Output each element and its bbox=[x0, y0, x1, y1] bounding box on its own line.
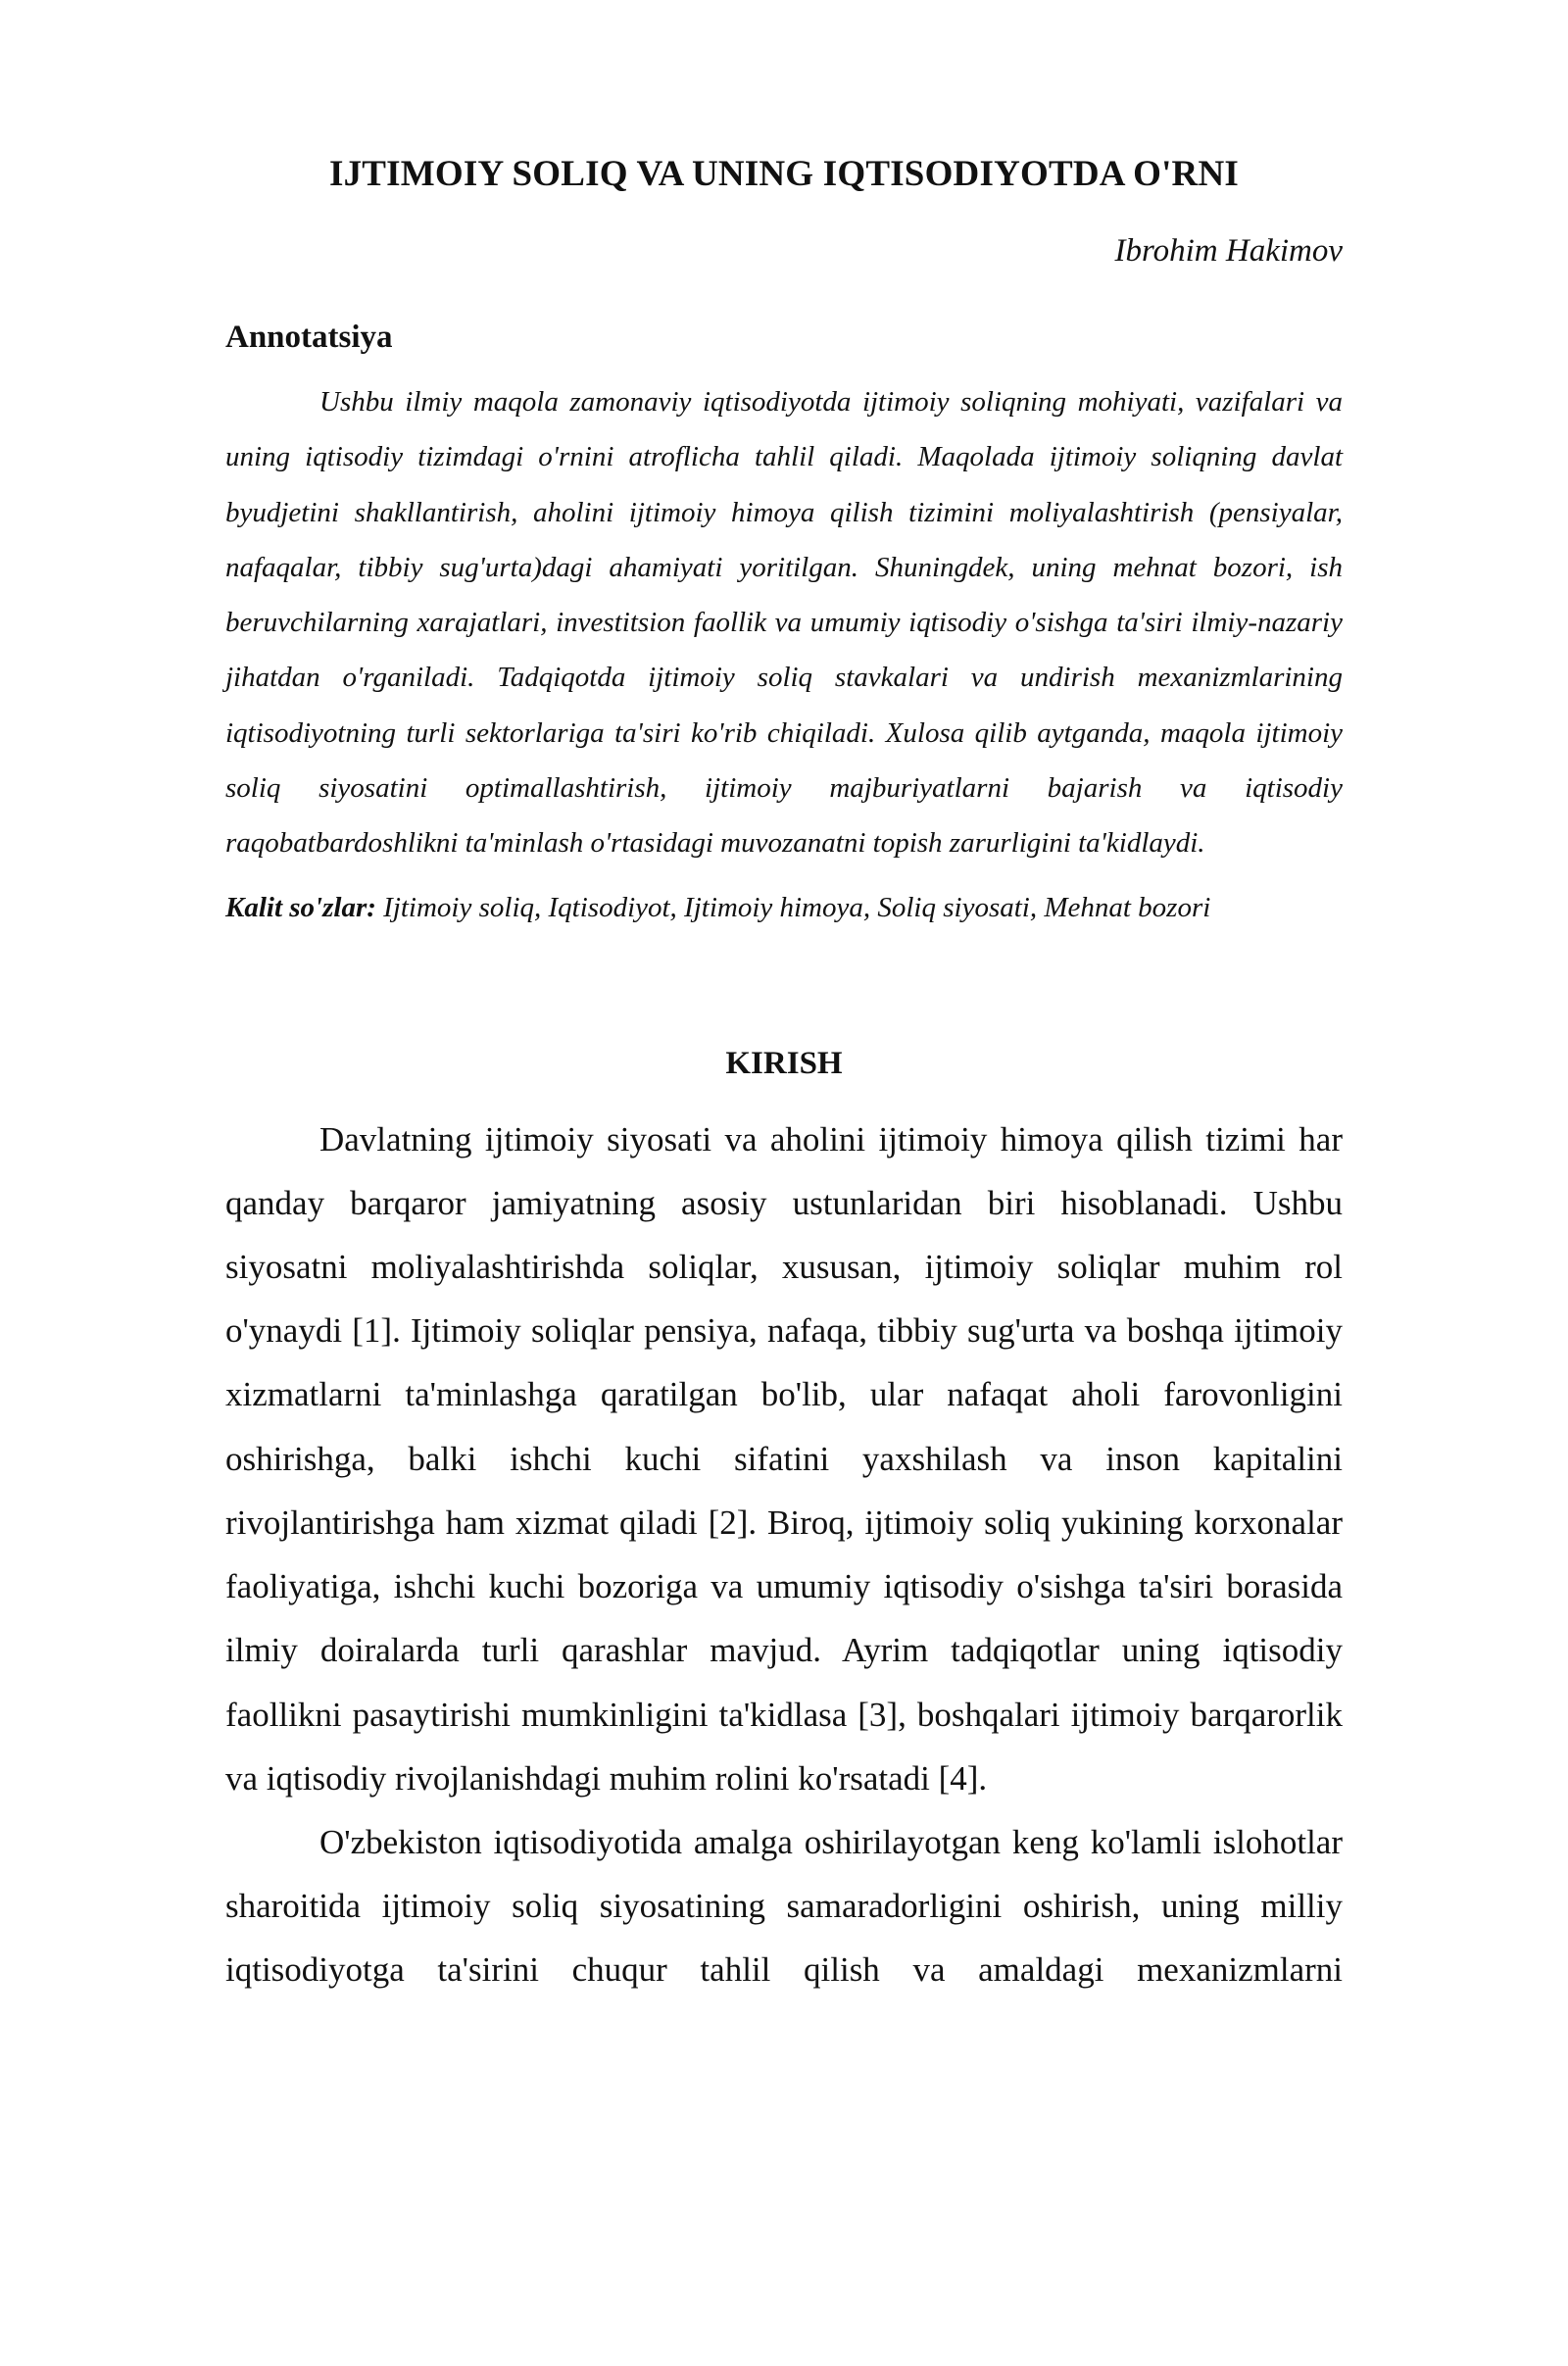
author-name: Ibrohim Hakimov bbox=[1114, 233, 1343, 269]
keywords-label: Kalit so'zlar: bbox=[225, 891, 376, 923]
abstract-text: Ushbu ilmiy maqola zamonaviy iqtisodiyotda ijtimoiy soliqning mohiyati, vazifalari va uning iqtisodiy tizimdagi o'rnini atroflicha tahlil qiladi. Maqolada ijtimoiy soliqning davlat byudjetini shakllantirish, aholini ijtimoiy himoya qilish tizimini moliyalashtirish (pensiyalar, nafaqalar, tibbiy sug'urta)dagi ahamiyati yoritilgan. Shuningdek, uning mehnat bozori, ish beruvchilarning xarajatlari, investitsion faollik va umumiy iqtisodiy o'sishga ta'siri ilmiy-nazariy jihatdan o'rganiladi. Tadqiqotda ijtimoiy soliq stavkalari va undirish mexanizmlarining iqtisodiyotning turli sektorlariga ta'siri ko'rib chiqiladi. Xulosa qilib aytganda, maqola ijtimoiy soliq siyosatini optimallashtirish, ijtimoiy majburiyatlarni bajarish va iqtisodiy raqobatbardoshlikni ta'minlash o'rtasidagi muvozanatni topish zarurligini ta'kidlaydi. bbox=[225, 386, 1343, 860]
section-heading-introduction: KIRISH bbox=[725, 1045, 843, 1081]
abstract-heading: Annotatsiya bbox=[225, 320, 393, 355]
keywords-line bbox=[225, 883, 1343, 932]
body-paragraph: O'zbekiston iqtisodiyotida amalga oshirilayotgan keng ko'lamli islohotlar sharoitida ijtimoiy soliq siyosatining samaradorligini oshirish, uning milliy iqtisodiyotga ta'sirini chuqur tahlil qilish va amaldagi mexanizmlarni bbox=[225, 1822, 1343, 1990]
document-page bbox=[0, 149, 1568, 2366]
body-paragraph: Davlatning ijtimoiy siyosati va aholini ijtimoiy himoya qilish tizimi har qanday barqaror jamiyatning asosiy ustunlaridan biri hisoblanadi. Ushbu siyosatni moliyalashtirishda soliqlar, xususan, ijtimoiy soliqlar muhim rol o'ynaydi [1]. Ijtimoiy soliqlar pensiya, nafaqa, tibbiy sug'urta va boshqa ijtimoiy xizmatlarni ta'minlashga qaratilgan bo'lib, ular nafaqat aholi farovonligini oshirishga, balki ishchi kuchi sifatini yaxshilash va inson kapitalini rivojlantirishga ham xizmat qiladi [2]. Biroq, ijtimoiy soliq yukining korxonalar faoliyatiga, ishchi kuchi bozoriga va umumiy iqtisodiy o'sishga ta'siri borasida ilmiy doiralarda turli qarashlar mavjud. Ayrim tadqiqotlar uning iqtisodiy faollikni pasaytirishi mumkinligini ta'kidlasa [3], boshqalari ijtimoiy barqarorlik va iqtisodiy rivojlanishdagi muhim rolini ko'rsatadi [4]. bbox=[225, 1119, 1343, 1798]
keywords-text: Ijtimoiy soliq, Iqtisodiyot, Ijtimoiy himoya, Soliq siyosati, Mehnat bozori bbox=[383, 891, 1211, 923]
paper-title: IJTIMOIY SOLIQ VA UNING IQTISODIYOTDA O'RNI bbox=[329, 154, 1239, 194]
